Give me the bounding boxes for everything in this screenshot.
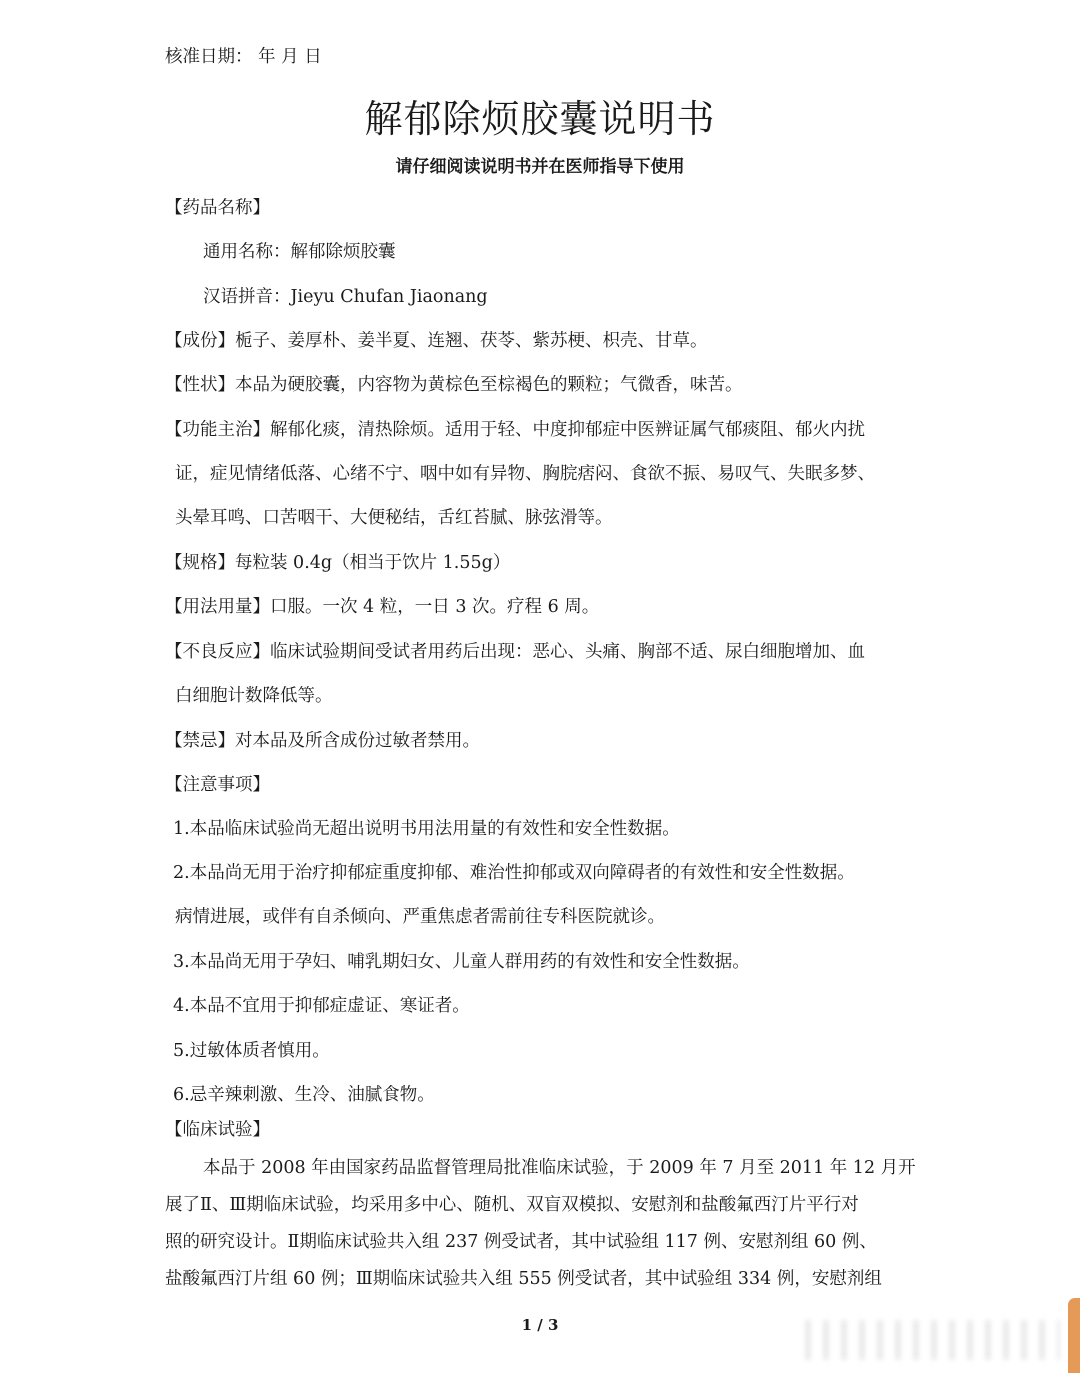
page-number: 1 / 3	[521, 1316, 559, 1334]
text-line: 【成份】栀子、姜厚朴、姜半夏、连翘、茯苓、紫苏梗、枳壳、甘草。	[165, 331, 708, 351]
text-line: 证，症见情绪低落、心绪不宁、咽中如有异物、胸脘痞闷、食欲不振、易叹气、失眠多梦、	[175, 464, 875, 484]
text-line: 【性状】本品为硬胶囊，内容物为黄棕色至棕褐色的颗粒；气微香，味苦。	[165, 375, 743, 395]
text-line: 【禁忌】对本品及所含成份过敏者禁用。	[165, 731, 480, 751]
text-line: 5.过敏体质者慎用。	[173, 1041, 330, 1061]
text-line: 盐酸氟西汀片组 60 例；Ⅲ期临床试验共入组 555 例受试者，其中试验组 334 例，安慰剂组	[165, 1269, 882, 1289]
watermark	[805, 1320, 1060, 1360]
text-line: 本品于 2008 年由国家药品监督管理局批准临床试验，于 2009 年 7 月至 2011 年 12 月开	[203, 1158, 916, 1178]
text-line: 【规格】每粒装 0.4g（相当于饮片 1.55g）	[165, 553, 511, 573]
text-line: 展了Ⅱ、Ⅲ期临床试验，均采用多中心、随机、双盲双模拟、安慰剂和盐酸氟西汀片平行对	[165, 1195, 859, 1215]
approval-date: 核准日期： 年 月 日	[165, 47, 322, 67]
text-line: 通用名称：解郁除烦胶囊	[203, 242, 396, 262]
text-line: 【功能主治】解郁化痰，清热除烦。适用于轻、中度抑郁症中医辨证属气郁痰阻、郁火内扰	[165, 420, 865, 440]
text-line: 3.本品尚无用于孕妇、哺乳期妇女、儿童人群用药的有效性和安全性数据。	[173, 952, 750, 972]
text-line: 照的研究设计。Ⅱ期临床试验共入组 237 例受试者，其中试验组 117 例、安慰剂组 60 例、	[165, 1232, 877, 1252]
text-line: 【用法用量】口服。一次 4 粒，一日 3 次。疗程 6 周。	[165, 597, 600, 617]
text-line: 【药品名称】	[165, 198, 270, 218]
text-line: 病情进展，或伴有自杀倾向、严重焦虑者需前往专科医院就诊。	[175, 907, 665, 927]
text-line: 【注意事项】	[165, 775, 270, 795]
side-tab-handle[interactable]	[1068, 1298, 1080, 1373]
text-line: 【临床试验】	[165, 1120, 270, 1140]
text-line: 白细胞计数降低等。	[175, 686, 333, 706]
text-line: 2.本品尚无用于治疗抑郁症重度抑郁、难治性抑郁或双向障碍者的有效性和安全性数据。	[173, 863, 855, 883]
text-line: 【不良反应】临床试验期间受试者用药后出现：恶心、头痛、胸部不适、尿白细胞增加、血	[165, 642, 865, 662]
text-line: 汉语拼音：Jieyu Chufan Jiaonang	[203, 287, 488, 307]
text-line: 4.本品不宜用于抑郁症虚证、寒证者。	[173, 996, 470, 1016]
subtitle: 请仔细阅读说明书并在医师指导下使用	[395, 157, 685, 177]
text-line: 6.忌辛辣刺激、生冷、油腻食物。	[173, 1085, 435, 1105]
page-title: 解郁除烦胶囊说明书	[364, 97, 716, 141]
text-line: 1.本品临床试验尚无超出说明书用法用量的有效性和安全性数据。	[173, 819, 680, 839]
text-line: 头晕耳鸣、口苦咽干、大便秘结，舌红苔腻、脉弦滑等。	[175, 508, 613, 528]
